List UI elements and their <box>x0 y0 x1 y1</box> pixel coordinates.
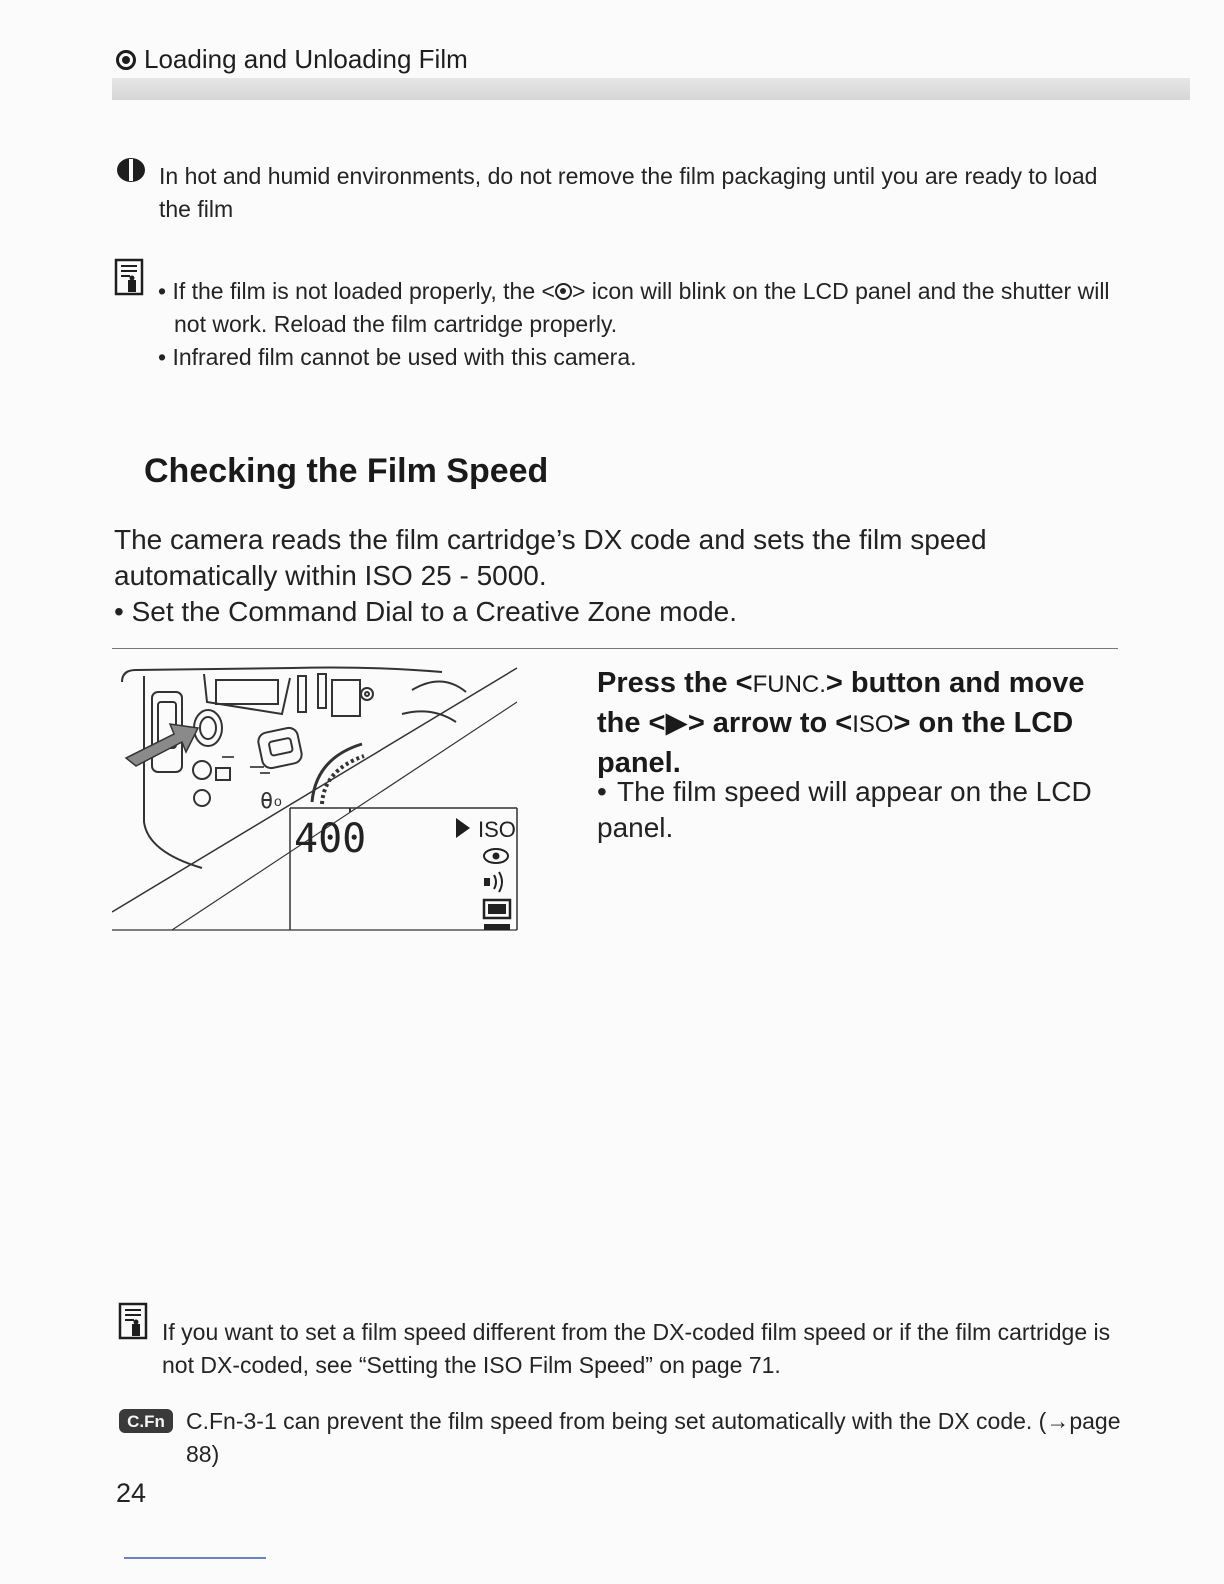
beep-icon <box>484 872 502 892</box>
cfn-text: C.Fn-3-1 can prevent the film speed from being set automatically with the DX code. (→page 88) <box>186 1408 1121 1467</box>
lcd-iso-label: ISO <box>478 817 516 842</box>
instruction-bullet: • The film speed will appear on the LCD panel. <box>597 776 1092 843</box>
svg-text:θ: θ <box>260 789 274 814</box>
memo-icon <box>118 1302 148 1340</box>
running-header <box>116 44 468 75</box>
memo-item: • If the film is not loaded properly, the < > icon will blink on the LCD panel and the shutter will not work. Reload the film cartridge properly. <box>158 278 1110 337</box>
memo-text: If you want to set a film speed different from the DX-coded film speed or if the film cartridge is not DX-coded, see “Setting the ISO Film Speed” on page 71. <box>162 1319 1111 1378</box>
page-number: 24 <box>116 1478 147 1508</box>
caution-text: In hot and humid environments, do not remove the film packaging until you are ready to load the film <box>159 163 1098 222</box>
instruction-heading: Press the <FUNC.> button and move the <▶> arrow to <ISO> on the LCD panel. <box>597 667 1085 779</box>
func-label: FUNC. <box>752 671 826 698</box>
intro-bullet: • Set the Command Dial to a Creative Zone mode. <box>114 596 737 627</box>
section-title: Checking the Film Speed <box>144 452 549 490</box>
memo-icon <box>114 258 144 296</box>
footer-line <box>124 1557 266 1559</box>
memo-list <box>158 275 1118 374</box>
play-arrow-icon <box>456 818 470 838</box>
camera-illustration <box>112 662 522 934</box>
film-cartridge-icon <box>555 283 572 300</box>
play-arrow-icon: ▶ <box>665 707 688 739</box>
film-cartridge-icon <box>116 50 136 70</box>
svg-text:o: o <box>274 793 282 809</box>
drive-mode-icon <box>484 900 510 930</box>
memo-item: • Infrared film cannot be used with this camera. <box>158 344 637 370</box>
header-label: Loading and Unloading Film <box>144 44 468 74</box>
iso-label: ISO <box>852 711 894 738</box>
custom-function-badge <box>118 1408 174 1434</box>
header-bar <box>112 78 1190 100</box>
svg-text:C.Fn: C.Fn <box>127 1412 165 1431</box>
lcd-value: 400 <box>294 816 367 862</box>
intro-paragraph: The camera reads the film cartridge’s DX code and sets the film speed automatically within ISO 25 - 5000. <box>114 524 987 591</box>
section-intro <box>114 522 1104 630</box>
caution-icon <box>114 156 148 184</box>
section-divider <box>112 648 1118 649</box>
eye-icon <box>484 849 508 863</box>
